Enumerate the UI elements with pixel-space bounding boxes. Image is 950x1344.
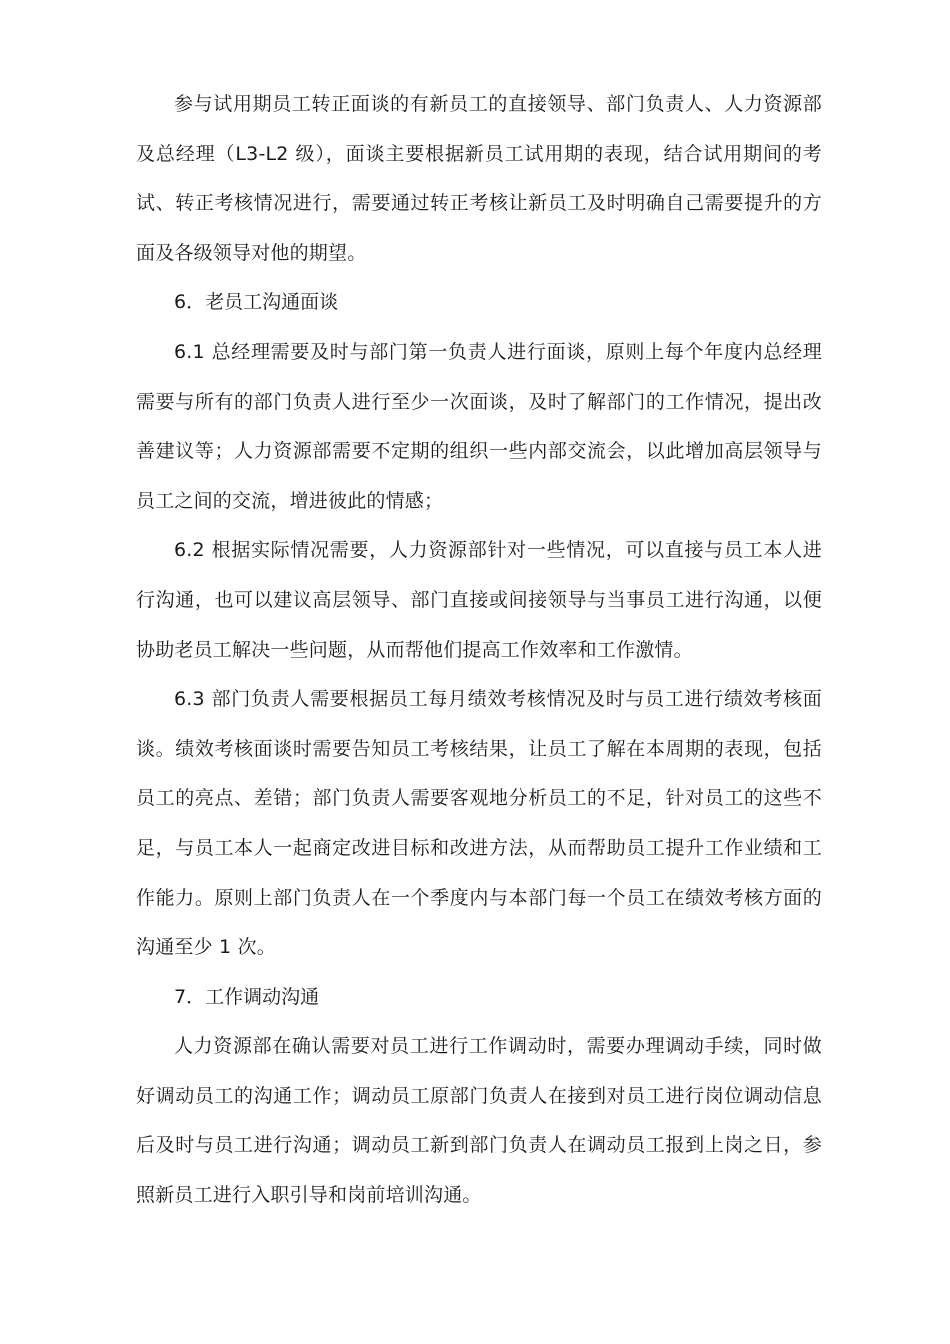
document-body [136,80,822,1221]
section-heading-6: 6．老员工沟通面谈 [174,291,339,314]
section-heading-7: 7．工作调动沟通 [174,985,320,1008]
paragraph-6-3: 6.3 部门负责人需要根据员工每月绩效考核情况及时与员工进行绩效考核面谈。绩效考核面谈时需要告知员工考核结果，让员工了解在本周期的表现，包括员工的亮点、差错；部门负责人需要客观地分析员工的不足，针对员工的这些不足，与员工本人一起商定改进目标和改进方法，从而帮助员工提升工作业绩和工作能力。原则上部门负责人在一个季度内与本部门每一个员工在绩效考核方面的沟通至少 1 次。 [136,688,822,959]
paragraph-6-2: 6.2 根据实际情况需要，人力资源部针对一些情况，可以直接与员工本人进行沟通，也可以建议高层领导、部门直接或间接领导与当事员工进行沟通，以便协助老员工解决一些问题，从而帮他们提高工作效率和工作激情。 [136,539,822,661]
paragraph-6-1: 6.1 总经理需要及时与部门第一负责人进行面谈，原则上每个年度内总经理需要与所有的部门负责人进行至少一次面谈，及时了解部门的工作情况，提出改善建议等；人力资源部需要不定期的组织一些内部交流会，以此增加高层领导与员工之间的交流，增进彼此的情感； [136,340,822,512]
paragraph-probation-interview: 参与试用期员工转正面谈的有新员工的直接领导、部门负责人、人力资源部及总经理（L3-L2 级），面谈主要根据新员工试用期的表现，结合试用期间的考试、转正考核情况进行，需要通过转正考核让新员工及时明确自己需要提升的方面及各级领导对他的期望。 [136,93,822,264]
paragraph-job-transfer: 人力资源部在确认需要对员工进行工作调动时，需要办理调动手续，同时做好调动员工的沟通工作；调动员工原部门负责人在接到对员工进行岗位调动信息后及时与员工进行沟通；调动员工新到部门负责人在调动员工报到上岗之日，参照新员工进行入职引导和岗前培训沟通。 [136,1035,822,1207]
